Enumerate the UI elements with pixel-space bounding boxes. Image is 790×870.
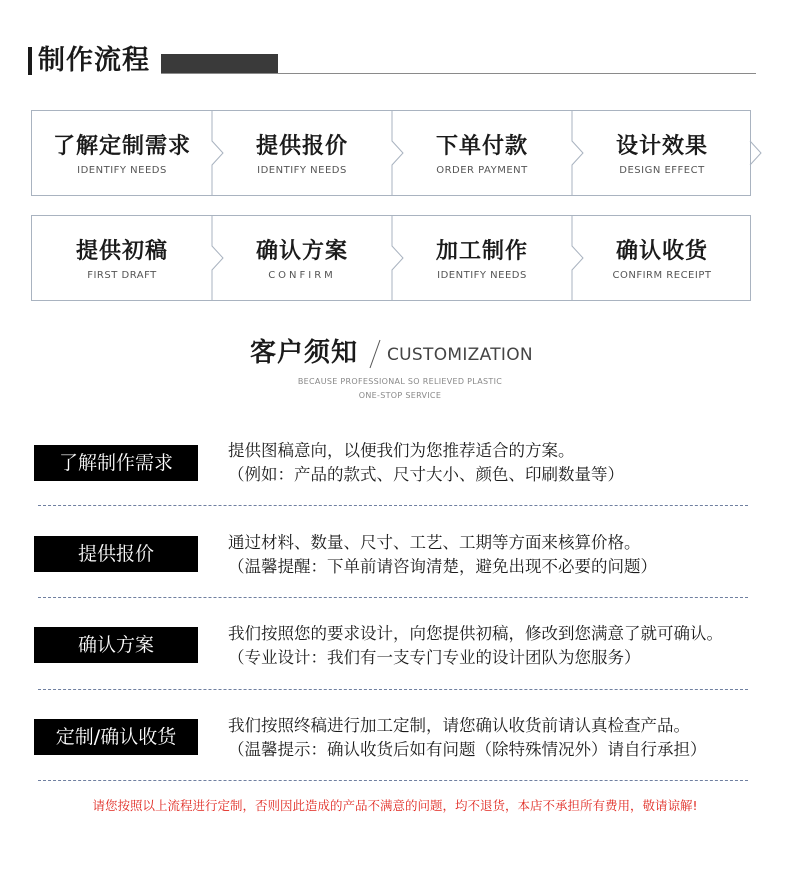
notice-label: 了解制作需求: [34, 445, 198, 481]
step-subtitle: DESIGN EFFECT: [619, 165, 705, 176]
process-step: [32, 111, 212, 195]
step-title: 了解定制需求: [52, 134, 191, 159]
notice-subtitle: ONE-STOP SERVICE: [358, 391, 442, 400]
step-title: 确认方案: [255, 239, 348, 264]
step-title: 下单付款: [435, 134, 528, 159]
notice-title-en: CUSTOMIZATION: [387, 345, 533, 365]
dashed-divider: [38, 597, 748, 598]
process-step: [32, 216, 212, 300]
notice-desc-line2: （例如：产品的款式、尺寸大小、颜色、印刷数量等）: [228, 465, 624, 484]
process-step: [392, 216, 572, 300]
section-title: 制作流程: [38, 45, 150, 76]
process-step: [212, 216, 392, 300]
step-subtitle: ORDER PAYMENT: [436, 165, 528, 176]
notice-desc-line2: （温馨提醒：下单前请咨询清楚，避免出现不必要的问题）: [228, 557, 657, 576]
section-header-rule: [161, 73, 756, 74]
step-title: 提供初稿: [75, 239, 168, 264]
notice-title: 客户须知: [250, 338, 359, 368]
step-subtitle: CONFIRM: [268, 270, 336, 281]
step-subtitle: IDENTIFY NEEDS: [77, 165, 167, 176]
process-step: [212, 111, 392, 195]
process-step: [572, 111, 752, 195]
notice-desc-line2: （温馨提示：确认收货后如有问题（除特殊情况外）请自行承担）: [228, 740, 707, 759]
slash-divider: [368, 338, 382, 370]
notice-desc-line1: 通过材料、数量、尺寸、工艺、工期等方面来核算价格。: [228, 533, 641, 552]
notice-label: 定制/确认收货: [34, 719, 198, 755]
process-row-2: [31, 215, 751, 301]
dashed-divider: [38, 505, 748, 506]
step-subtitle: IDENTIFY NEEDS: [257, 165, 347, 176]
step-subtitle: CONFIRM RECEIPT: [612, 270, 712, 281]
notice-desc-line1: 我们按照终稿进行加工定制，请您确认收货前请认真检查产品。: [228, 716, 690, 735]
chevron-right-icon: [750, 111, 766, 195]
step-subtitle: IDENTIFY NEEDS: [437, 270, 527, 281]
step-title: 设计效果: [615, 134, 708, 159]
step-title: 提供报价: [255, 134, 348, 159]
process-row-1: [31, 110, 751, 196]
process-step: [392, 111, 572, 195]
notice-desc-line1: 我们按照您的要求设计，向您提供初稿，修改到您满意了就可确认。: [228, 624, 723, 643]
notice-label: 确认方案: [34, 627, 198, 663]
notice-desc-line2: （专业设计：我们有一支专门专业的设计团队为您服务）: [228, 648, 641, 667]
notice-subtitle: BECAUSE PROFESSIONAL SO RELIEVED PLASTIC: [297, 377, 503, 386]
step-title: 确认收货: [615, 239, 708, 264]
section-header-block: [161, 54, 278, 73]
step-subtitle: FIRST DRAFT: [87, 270, 157, 281]
section-header-bar: [28, 47, 32, 75]
dashed-divider: [38, 780, 748, 781]
dashed-divider: [38, 689, 748, 690]
footer-disclaimer: 请您按照以上流程进行定制，否则因此造成的产品不满意的问题，均不退货，本店不承担所有费用，敬请谅解!: [92, 798, 698, 813]
process-step: [572, 216, 752, 300]
notice-desc-line1: 提供图稿意向，以便我们为您推荐适合的方案。: [228, 441, 575, 460]
step-title: 加工制作: [435, 239, 528, 264]
notice-label: 提供报价: [34, 536, 198, 572]
